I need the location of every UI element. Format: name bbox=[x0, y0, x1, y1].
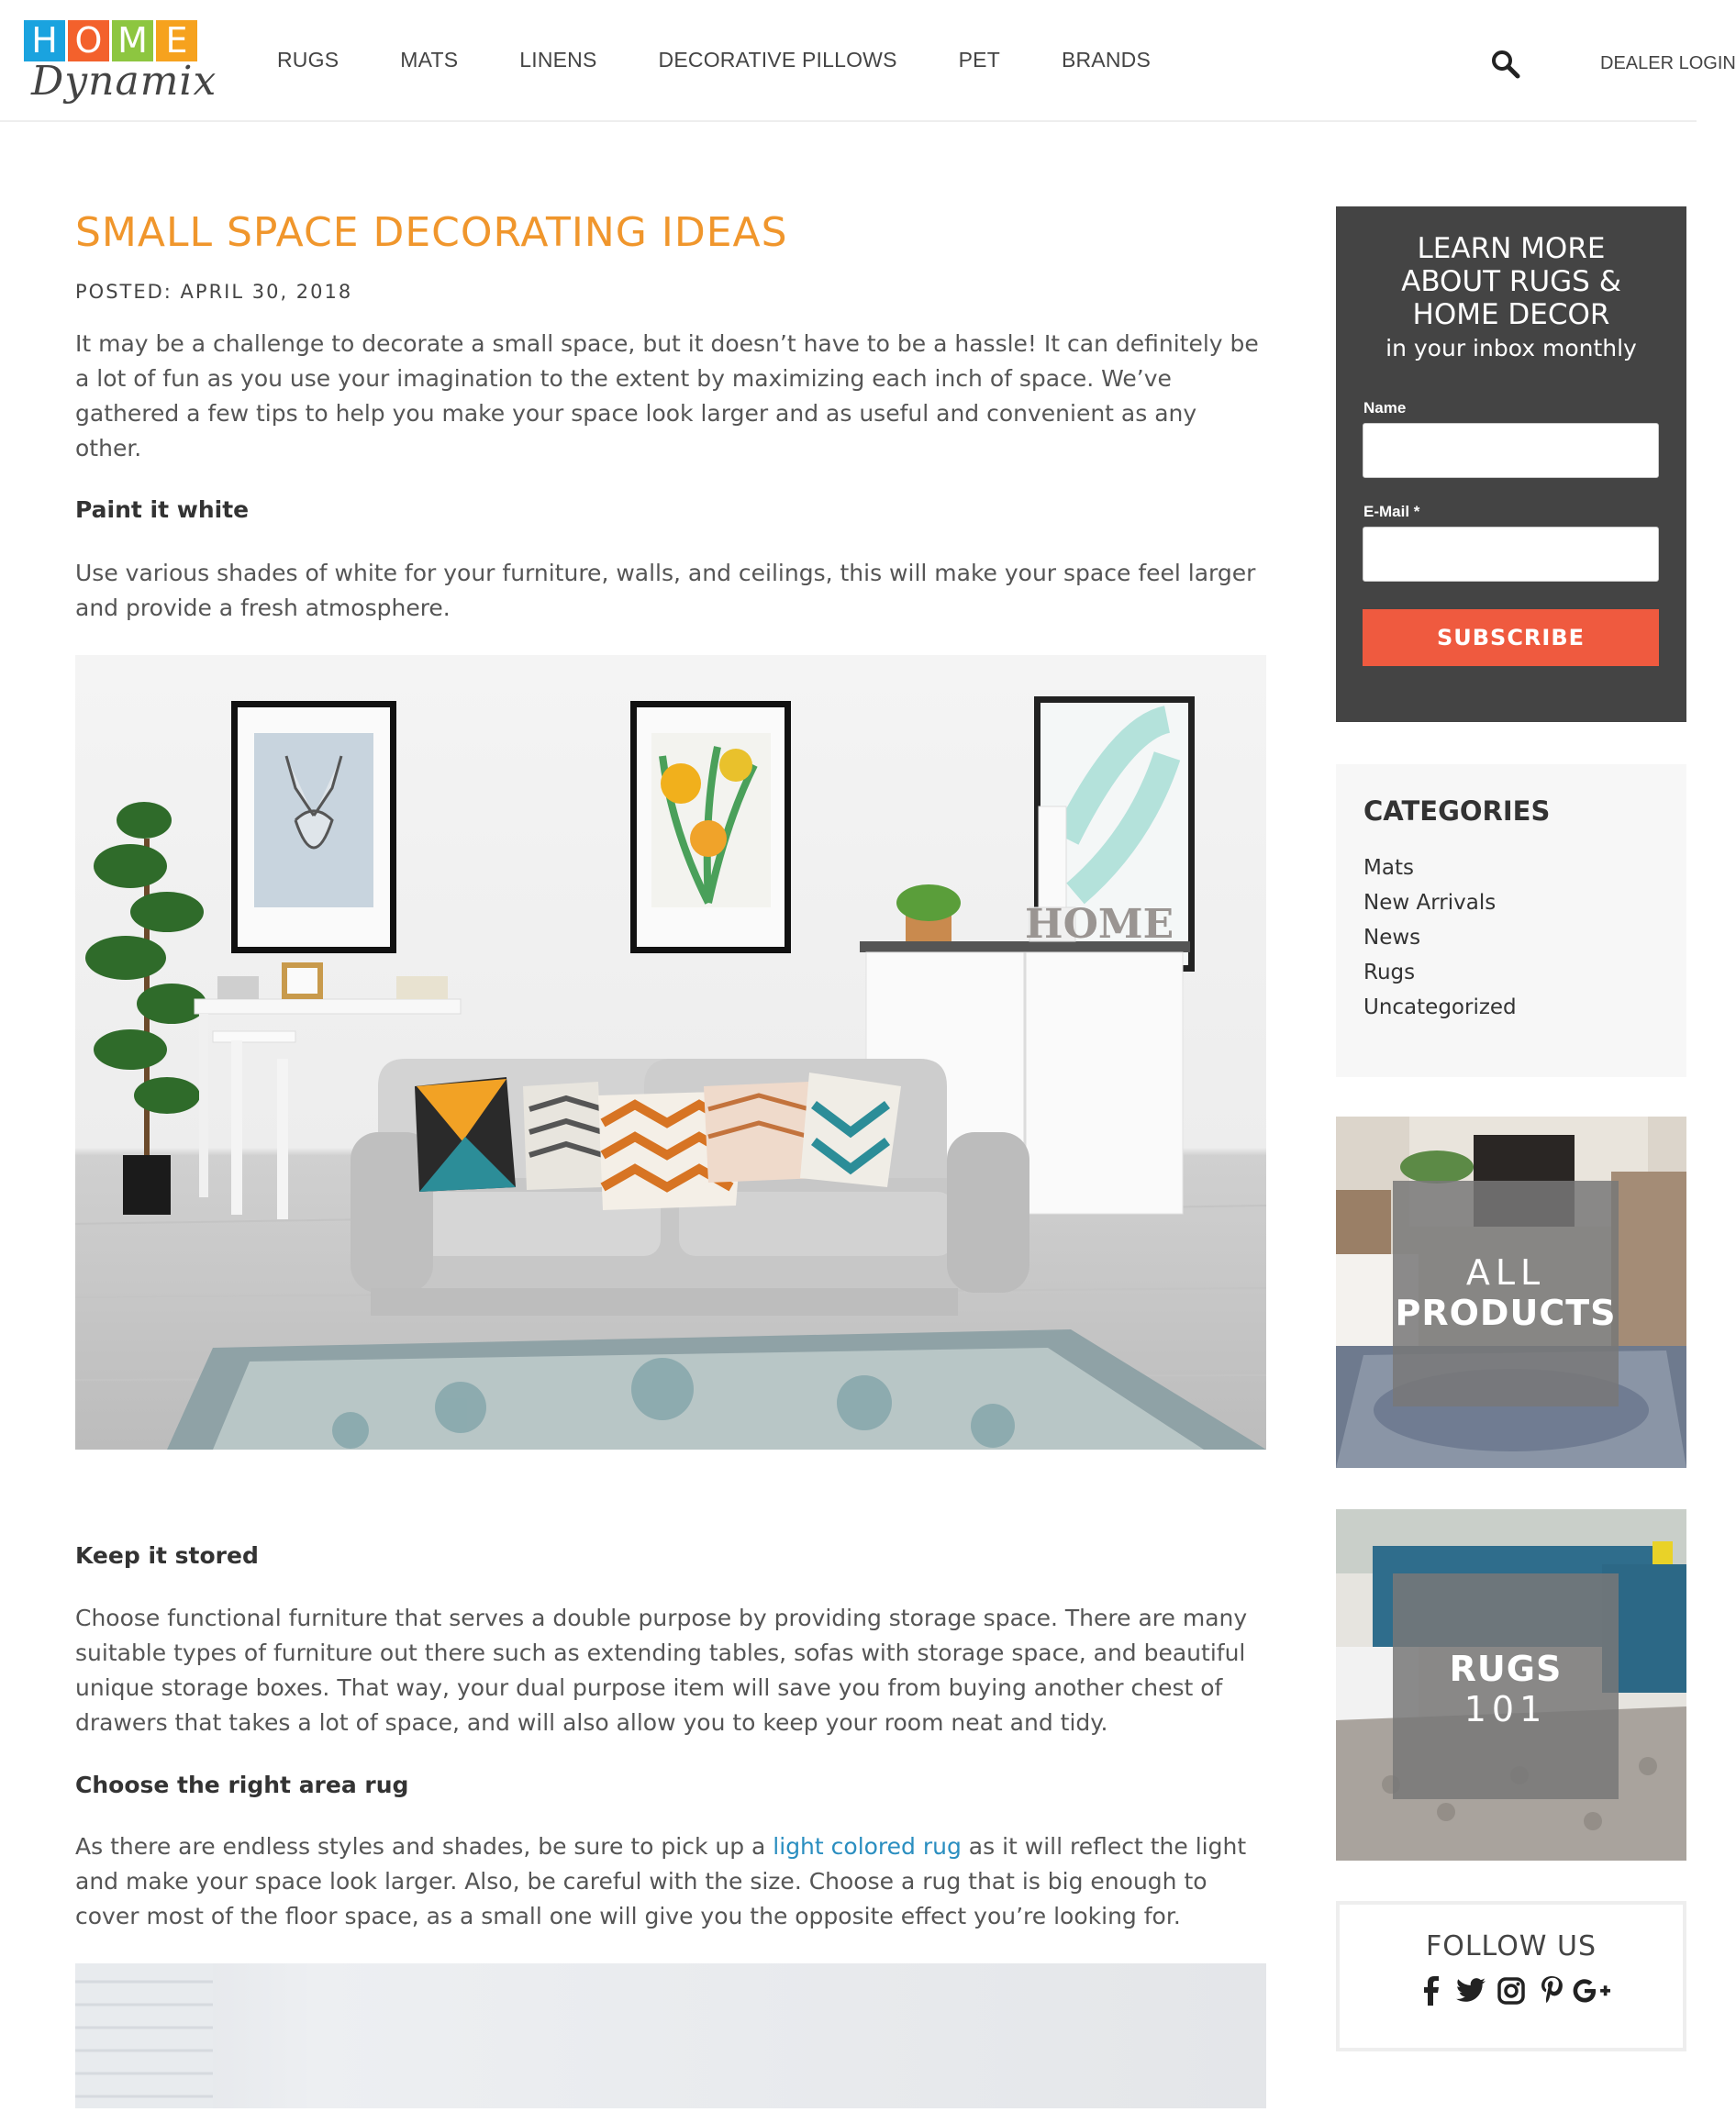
nav-item-decorative-pillows[interactable]: DECORATIVE PILLOWS bbox=[658, 48, 897, 72]
home-sign-text: HOME bbox=[1025, 901, 1174, 948]
follow-us-widget bbox=[1336, 1901, 1686, 2051]
section-body-text: as it will reflect the light and make your space look larger. Also, be careful with the size. Choose a rug that is big enough to cover most of the floor space, as a small one will give you the opposite effect you’re looking for. bbox=[75, 1833, 1247, 1929]
logo-tile: O bbox=[68, 20, 109, 61]
facebook-icon[interactable] bbox=[1416, 1975, 1445, 2006]
name-field[interactable] bbox=[1363, 423, 1659, 478]
social-links bbox=[1340, 1975, 1683, 2006]
name-label: Name bbox=[1363, 399, 1407, 417]
nav-item-pet[interactable]: PET bbox=[958, 48, 1000, 72]
section-heading: Paint it white bbox=[75, 496, 250, 523]
section-body: Use various shades of white for your furniture, walls, and ceilings, this will make your space feel larger and provide a fresh atmosphere. bbox=[75, 560, 1256, 621]
nav-item-linens[interactable]: LINENS bbox=[519, 48, 597, 72]
newsletter-subtitle: in your inbox monthly bbox=[1385, 335, 1637, 361]
logo-tile: E bbox=[156, 20, 197, 61]
google-plus-icon[interactable] bbox=[1577, 1975, 1607, 2006]
logo-tiles bbox=[24, 20, 207, 61]
site-header bbox=[0, 0, 1736, 122]
main-nav bbox=[277, 48, 1212, 72]
category-link-news[interactable]: News bbox=[1363, 926, 1421, 950]
email-field[interactable] bbox=[1363, 527, 1659, 582]
section-body bbox=[75, 1829, 1268, 1934]
categories-title: CATEGORIES bbox=[1363, 795, 1551, 827]
search-icon[interactable] bbox=[1490, 49, 1521, 80]
article-header bbox=[75, 204, 1268, 303]
nav-item-brands[interactable]: BRANDS bbox=[1061, 48, 1152, 72]
section-heading: Keep it stored bbox=[75, 1542, 259, 1569]
follow-us-title: FOLLOW US bbox=[1425, 1930, 1597, 1962]
category-link-rugs[interactable]: Rugs bbox=[1363, 961, 1416, 984]
section-heading: Choose the right area rug bbox=[75, 1772, 409, 1798]
logo-home-dynamix[interactable] bbox=[24, 20, 217, 112]
dealer-login-link[interactable]: DEALER LOGIN bbox=[1600, 53, 1736, 73]
living-room-photo bbox=[75, 655, 1266, 1450]
email-label: E-Mail * bbox=[1363, 503, 1420, 520]
nav-item-mats[interactable]: MATS bbox=[400, 48, 459, 72]
section-body: Choose functional furniture that serves a double purpose by providing storage space. There are many suitable types of furniture out there such as extending tables, sofas with storage space, and beautiful unique storage boxes. That way, your dual purpose item will save you from buying another chest of drawers that takes a lot of space, and will also allow you to keep your room neat and tidy. bbox=[75, 1605, 1248, 1736]
rugs-101-overlay bbox=[1393, 1573, 1619, 1799]
article-title: SMALL SPACE DECORATING IDEAS bbox=[75, 209, 788, 256]
instagram-icon[interactable] bbox=[1497, 1975, 1526, 2006]
logo-tile: M bbox=[112, 20, 153, 61]
category-link-new-arrivals[interactable]: New Arrivals bbox=[1363, 891, 1497, 915]
categories-list bbox=[1363, 850, 1517, 1025]
nav-item-rugs[interactable]: RUGS bbox=[277, 48, 339, 72]
room-photo-2 bbox=[75, 1963, 1266, 2108]
logo-script: Dynamix bbox=[31, 58, 217, 105]
categories-widget bbox=[1336, 764, 1686, 1077]
all-products-banner[interactable] bbox=[1336, 1117, 1686, 1468]
subscribe-button[interactable]: SUBSCRIBE bbox=[1363, 609, 1659, 666]
post-date: POSTED: APRIL 30, 2018 bbox=[75, 281, 353, 303]
logo-tile: H bbox=[24, 20, 65, 61]
newsletter-signup bbox=[1336, 206, 1686, 722]
article-intro: It may be a challenge to decorate a small space, but it doesn’t have to be a hassle! It can definitely be a lot of fun as you use your imagination to the extent by maximizing each inch of space. We’ve gathered a few tips to help you make your space look larger and as useful and convenient as any other. bbox=[75, 330, 1259, 461]
pinterest-icon[interactable] bbox=[1537, 1975, 1566, 2006]
promo-line: PRODUCTS bbox=[1395, 1293, 1617, 1333]
category-link-mats[interactable]: Mats bbox=[1363, 856, 1414, 880]
light-colored-rug-link[interactable]: light colored rug bbox=[773, 1833, 962, 1860]
promo-line: RUGS bbox=[1449, 1649, 1563, 1689]
category-link-uncategorized[interactable]: Uncategorized bbox=[1363, 995, 1517, 1019]
newsletter-title: LEARN MORE ABOUT RUGS & HOME DECOR bbox=[1401, 232, 1621, 331]
all-products-overlay bbox=[1393, 1181, 1619, 1406]
twitter-icon[interactable] bbox=[1456, 1975, 1486, 2006]
promo-line: ALL bbox=[1465, 1252, 1546, 1293]
rugs-101-banner[interactable] bbox=[1336, 1509, 1686, 1861]
promo-line: 101 bbox=[1463, 1689, 1548, 1729]
section-body-text: As there are endless styles and shades, be sure to pick up a bbox=[75, 1833, 773, 1860]
